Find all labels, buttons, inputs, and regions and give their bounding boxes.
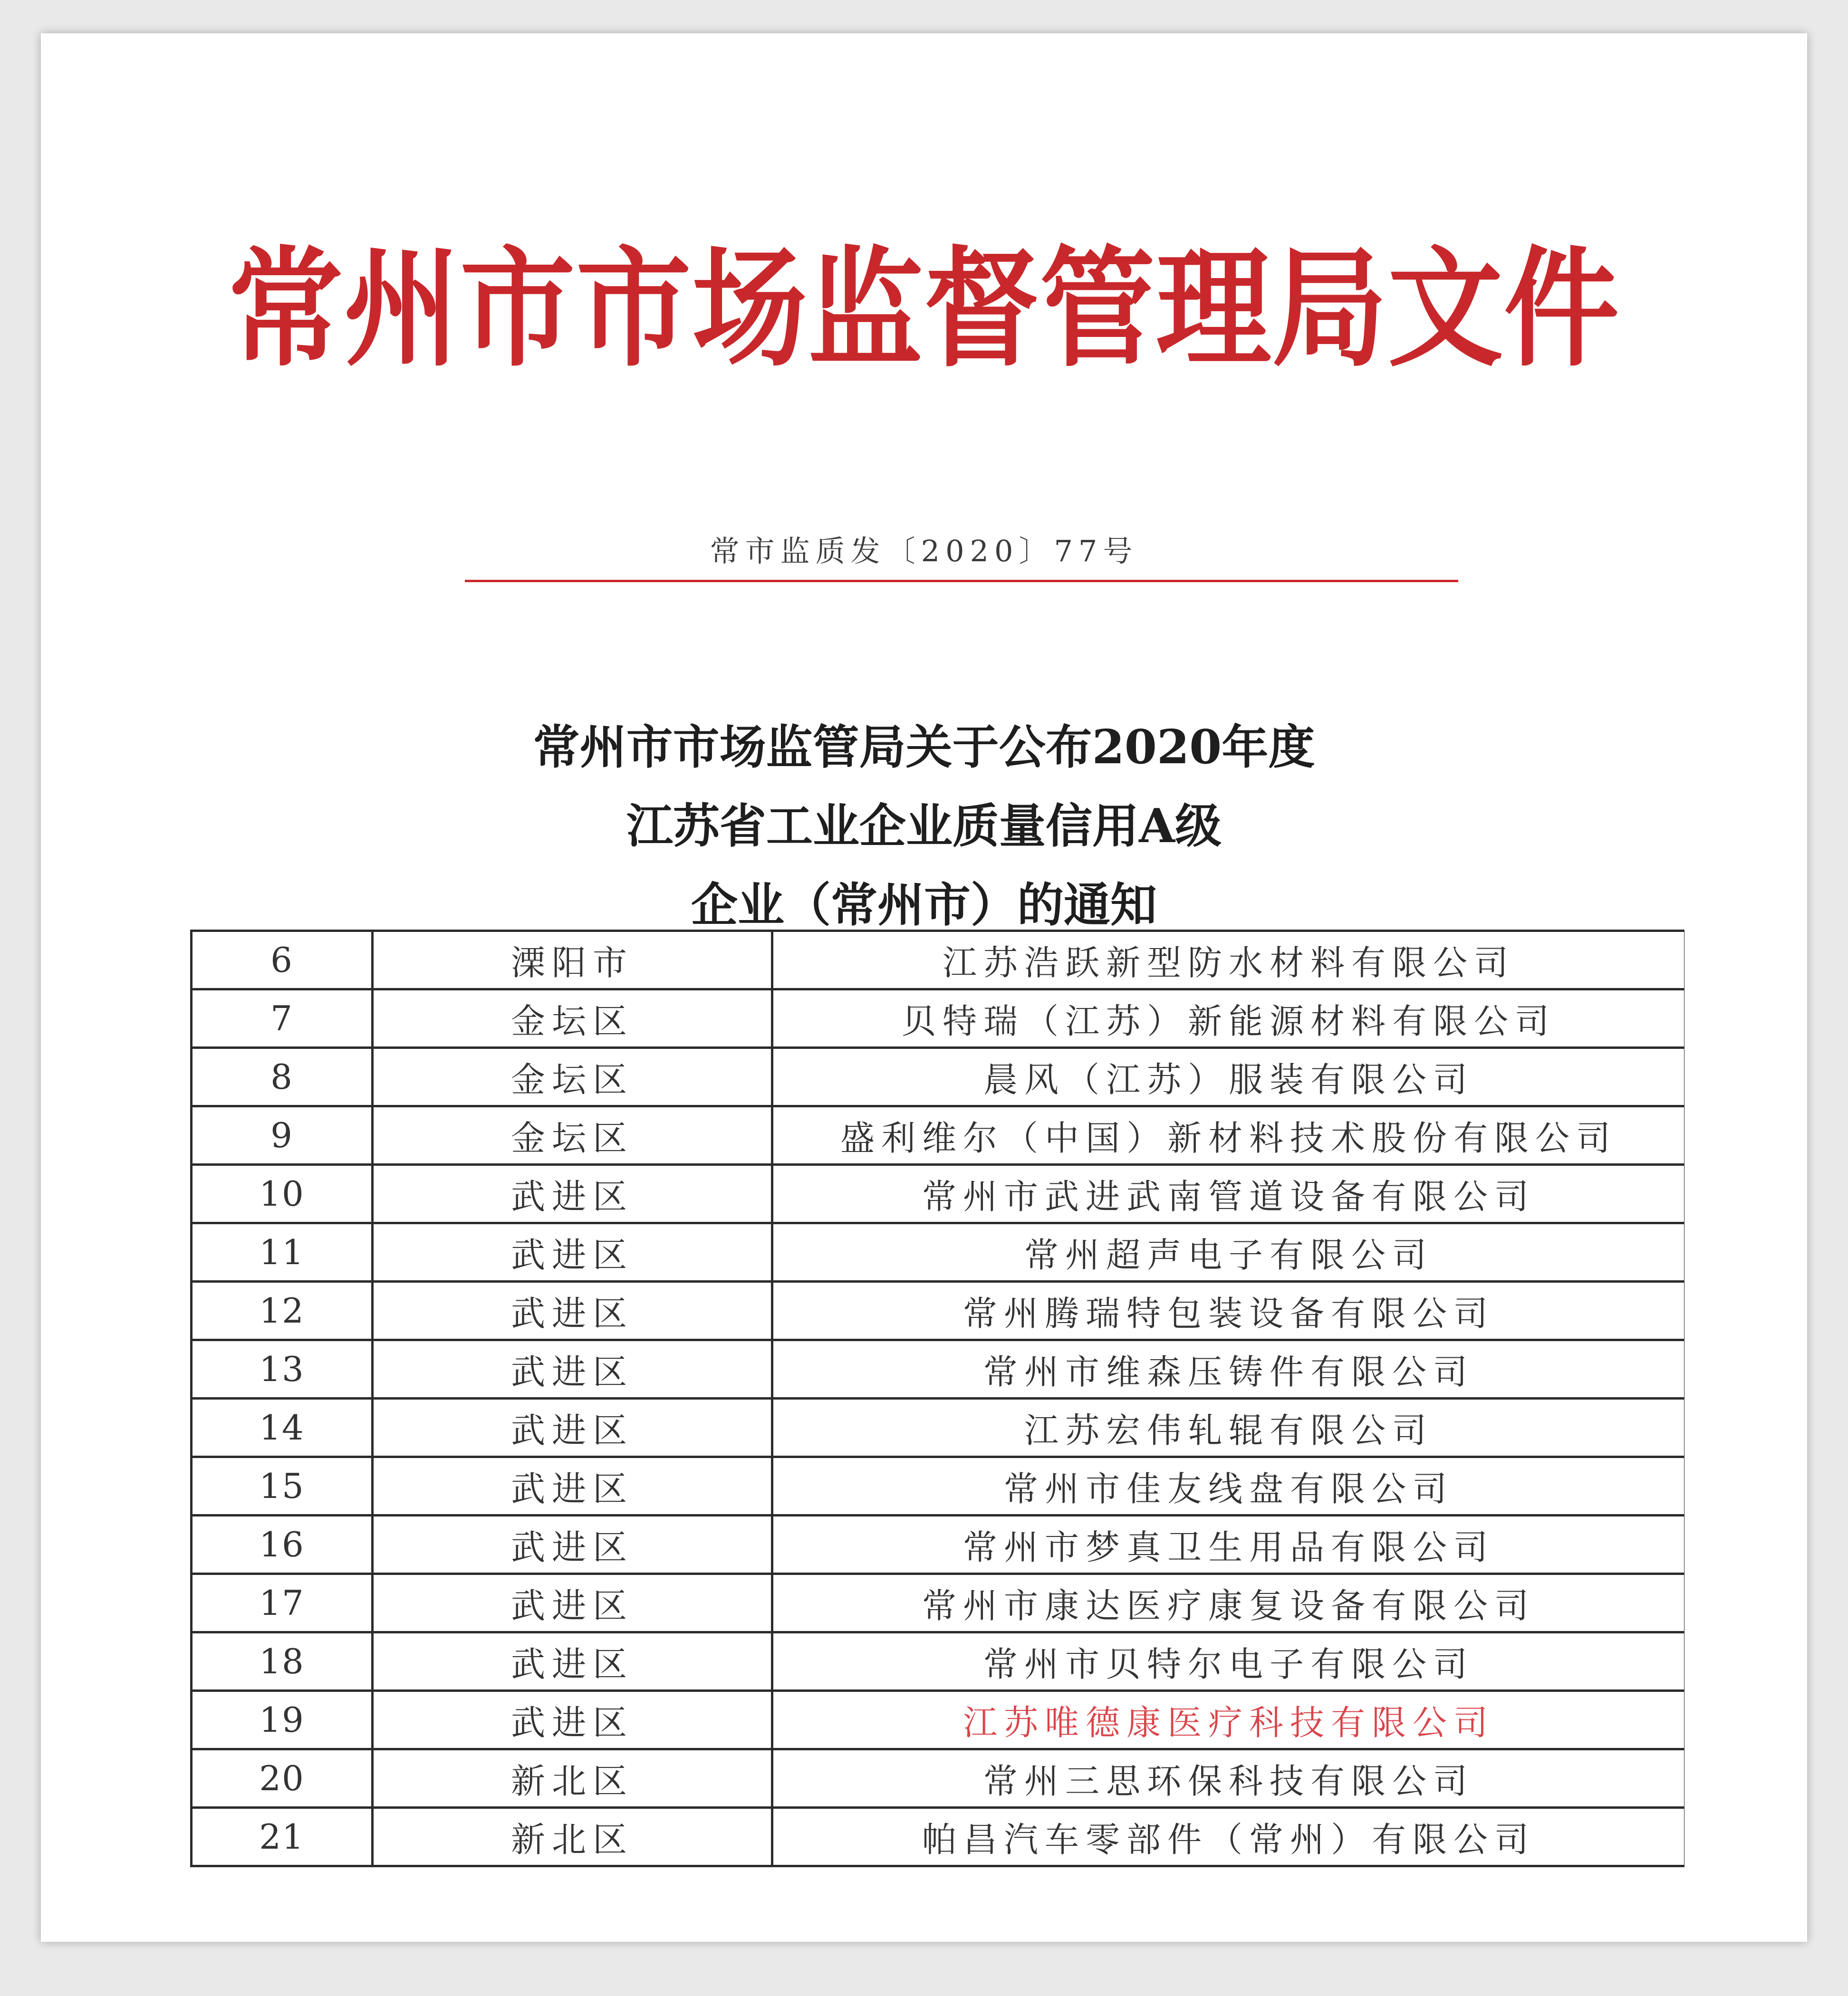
row-number: 7 [192, 989, 373, 1048]
row-number: 11 [192, 1223, 373, 1282]
company-name-cell: 常州超声电子有限公司 [772, 1223, 1685, 1282]
row-number: 15 [192, 1457, 373, 1516]
table-row [192, 1749, 1685, 1808]
district-cell: 武进区 [373, 1691, 772, 1749]
table-row [192, 1574, 1685, 1632]
company-name-cell: 贝特瑞（江苏）新能源材料有限公司 [772, 989, 1685, 1048]
company-name-cell: 江苏浩跃新型防水材料有限公司 [772, 931, 1685, 989]
table-row [192, 1516, 1685, 1574]
table-row [192, 1632, 1685, 1691]
row-number: 13 [192, 1340, 373, 1399]
document-page [41, 33, 1807, 1942]
district-cell: 武进区 [373, 1574, 772, 1632]
table-row [192, 1282, 1685, 1340]
company-name-cell: 江苏宏伟轧辊有限公司 [772, 1399, 1685, 1457]
company-name-cell: 常州市梦真卫生用品有限公司 [772, 1516, 1685, 1574]
company-table-body [192, 931, 1685, 1866]
table-row [192, 989, 1685, 1048]
district-cell: 金坛区 [373, 1048, 772, 1106]
company-name-cell: 常州三思环保科技有限公司 [772, 1749, 1685, 1808]
district-cell: 武进区 [373, 1516, 772, 1574]
red-divider [465, 580, 1458, 582]
table-row [192, 931, 1685, 989]
table-row [192, 1165, 1685, 1223]
district-cell: 武进区 [373, 1282, 772, 1340]
table-row [192, 1691, 1685, 1749]
company-name-cell: 常州腾瑞特包装设备有限公司 [772, 1282, 1685, 1340]
company-name-cell: 常州市康达医疗康复设备有限公司 [772, 1574, 1685, 1632]
table-row [192, 1340, 1685, 1399]
district-cell: 武进区 [373, 1457, 772, 1516]
row-number: 16 [192, 1516, 373, 1574]
row-number: 18 [192, 1632, 373, 1691]
district-cell: 武进区 [373, 1165, 772, 1223]
issuer-title: 常州市市场监督管理局文件 [228, 233, 1620, 385]
row-number: 20 [192, 1749, 373, 1808]
row-number: 10 [192, 1165, 373, 1223]
row-number: 8 [192, 1048, 373, 1106]
company-name-cell: 晨风（江苏）服装有限公司 [772, 1048, 1685, 1106]
notice-title [41, 708, 1807, 945]
notice-title-line: 企业（常州市）的通知 [691, 878, 1157, 932]
company-table-container [187, 930, 1684, 1897]
district-cell: 武进区 [373, 1632, 772, 1691]
row-number: 21 [192, 1808, 373, 1866]
company-name-cell: 常州市贝特尔电子有限公司 [772, 1632, 1685, 1691]
table-row [192, 1808, 1685, 1866]
document-number: 常市监质发〔2020〕77号 [710, 534, 1138, 568]
company-name-cell: 常州市武进武南管道设备有限公司 [772, 1165, 1685, 1223]
company-table [190, 930, 1684, 1867]
table-row [192, 1457, 1685, 1516]
table-row [192, 1106, 1685, 1165]
district-cell: 新北区 [373, 1749, 772, 1808]
district-cell: 金坛区 [373, 989, 772, 1048]
company-name-cell: 帕昌汽车零部件（常州）有限公司 [772, 1808, 1685, 1866]
district-cell: 溧阳市 [373, 931, 772, 989]
company-name-cell: 常州市佳友线盘有限公司 [772, 1457, 1685, 1516]
table-row [192, 1223, 1685, 1282]
district-cell: 武进区 [373, 1399, 772, 1457]
district-cell: 武进区 [373, 1223, 772, 1282]
table-row [192, 1048, 1685, 1106]
district-cell: 武进区 [373, 1340, 772, 1399]
row-number: 6 [192, 931, 373, 989]
table-row [192, 1399, 1685, 1457]
company-name-cell: 江苏唯德康医疗科技有限公司 [772, 1691, 1685, 1749]
district-cell: 新北区 [373, 1808, 772, 1866]
district-cell: 金坛区 [373, 1106, 772, 1165]
company-name-cell: 盛利维尔（中国）新材料技术股份有限公司 [772, 1106, 1685, 1165]
row-number: 9 [192, 1106, 373, 1165]
row-number: 14 [192, 1399, 373, 1457]
notice-title-line: 江苏省工业企业质量信用A级 [626, 799, 1222, 854]
row-number: 17 [192, 1574, 373, 1632]
row-number: 12 [192, 1282, 373, 1340]
row-number: 19 [192, 1691, 373, 1749]
notice-title-line: 常州市市场监管局关于公布2020年度 [533, 720, 1315, 775]
company-name-cell: 常州市维森压铸件有限公司 [772, 1340, 1685, 1399]
